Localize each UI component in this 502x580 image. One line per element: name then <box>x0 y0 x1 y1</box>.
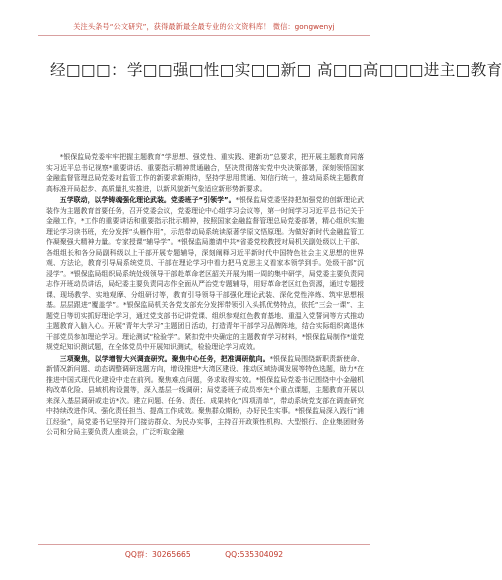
paragraph-lead: 五学联动，以学铸魂强化理论武装。党委班子“引领学”。 <box>59 196 236 204</box>
document-body <box>46 152 364 438</box>
paragraph-text: *银保监局党委坚持把加强党的创新理论武装作为主题教育首要任务，召开党委会议，党委理论中心组学习会议等，第一时间学习习近平总书记关于金融工作，*工作的重要讲话和重要指示批示精神，按照国家金融监督管理总局党委部署，精心组织实施理论学习读书班，充分发挥“头雁作用”，示范带动局系统读原著学原文悟原理。为做好新时代金融监管工作凝聚强大精神力量。专家授课“辅导学”。*银保监局邀请中共*省委党校教授对局机关副处级以上干部、各组组长和各分局副科级以上干部开展专题辅导，深刻阐释习近平新时代中国特色社会主义思想的世界观、方法论，教育引导局系统党员、干部在理论学习中看力把马克思主义看家本领学到手。处级干部“沉浸学”。*银保监局组织局系统处级领导干部赴革命老区韶关开展为期一周的集中研学，局党委主要负责同志作开班动员讲话，局纪委主要负责同志作全面从严治党专题辅导，用好革命老区红色资源，通过专题授课、现场教学、实地观摩、分组研讨等，教育引导领导干部强化理论武装、深化党性淬炼、筑牢思想根基。层层跟进“覆盖学”。*银保监局机关各党支部充分发挥带领引入头抓优势特点，依托“三会一课”、主题党日等切实抓好理论学习，通过党支部书记讲党课、组织参观红色教育基地、重温入党誓词等方式推动主题教育入脑入心。开展“青年大学习”主题团日活动，打造青年干部学习品牌阵地，结合实际组织离退休干部党员参加理论学习。理论测试“检验学”。紧扣党中央确定的主题教育学习材料，*银保监局制作*道党规党纪知识测试题，在全体党员中开展知识测试，检验理论学习成效。 <box>46 196 364 351</box>
footer-divider <box>38 544 370 545</box>
paragraph-lead: 三项聚焦，以学增智大兴调查研究。聚焦中心任务，把准调研航向。 <box>59 354 270 363</box>
paragraph-section-2 <box>46 354 364 438</box>
paragraph-text: *银保监局党委牢牢把握主题教育“学思想、强党性、重实践、建新功”总要求，把开展主题教育同落实习近平总书记视察*重要讲话、重要指示精神贯通融合，坚决贯彻落实党中央决策部署，深刻领悟国家金融监督管理总局党委对监管工作的新要求新期待，坚持学思用贯通、知信行统一，推动局系统主题教育高标准开局起步、高质量扎实推进，以新风貌新气象适应新形势新要求。 <box>46 153 364 193</box>
header-banner: 关注头条号“公文研究”，获得最新最全最专业的公文资料库！ 微信：gongwenyj <box>73 22 335 31</box>
header-divider <box>38 35 370 36</box>
paragraph-section-1 <box>46 195 364 353</box>
paragraph-text: *银保监局围绕新职责新使命、新情况新问题、动态调整调研选题方向，增设推进*大湾区建设、推动区域协调发展等特色选题，助力*在推进中国式现代化建设中走在前列。聚焦难点问题，务求取得实效。*银保监局党委书记围绕中小金融机构改革化险、县域机构设置等，深入基层一线调研；局党委班子成员率先*个重点课题，主题教育开展以来深入基层调研或走访*次。建立问题、任务、责任、成果转化“四项清单”，带动系统党支部在调查研究中持续改进作风、强化责任担当、提高工作成效。聚焦群众期盼，办好民生实事。*银保监局深入践行“浦江经验”，局党委书记坚持开门接访群众、为民办实事，主持召开政策性机构、大型银行、企业集团财务公司和分局主要负责人座谈会，广泛听取金融 <box>46 354 364 436</box>
paragraph-intro <box>46 152 364 194</box>
footer <box>0 549 408 560</box>
footer-qq: QQ:535304092 <box>225 550 284 559</box>
document-title: 经□□□：学□□强□性□实□□新□ 高□□高□□□进主□教育 <box>50 61 502 79</box>
footer-qq-group: QQ群：30265665 <box>124 550 191 559</box>
